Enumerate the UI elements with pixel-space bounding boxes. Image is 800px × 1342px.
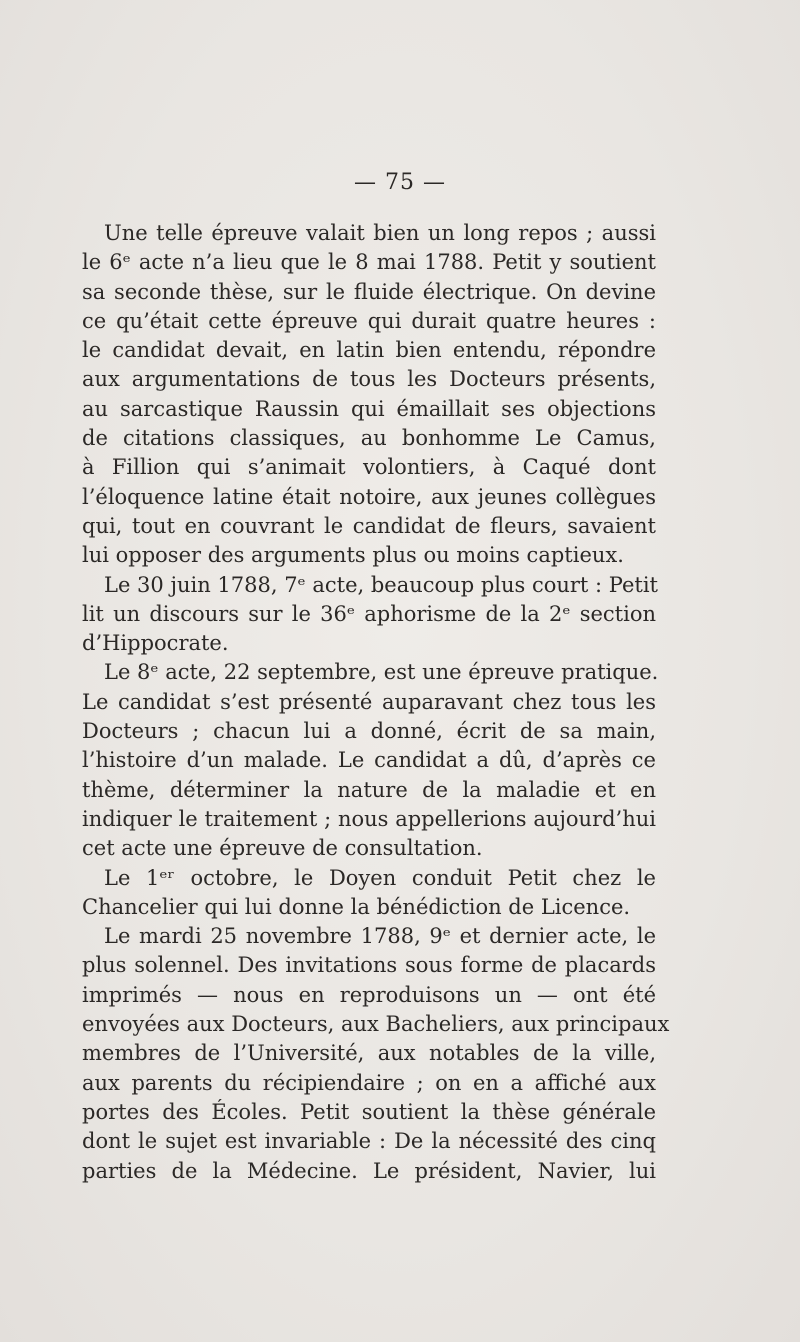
text-line: lui opposer des arguments plus ou moins captieux. [82, 543, 624, 568]
text-line: parties de la Médecine. Le président, Navier, lui [82, 1158, 656, 1183]
text-line: à Fillion qui s’animait volontiers, à Caqué dont [82, 455, 656, 480]
text-line: Le mardi 25 novembre 1788, 9ᵉ et dernier acte, le [104, 924, 656, 949]
text-line: sa seconde thèse, sur le fluide électrique. On devine [82, 279, 656, 304]
text-line: Chancelier qui lui donne la bénédiction de Licence. [82, 894, 631, 919]
text-line: plus solennel. Des invitations sous forme de placards [82, 953, 656, 978]
text-line: Le candidat s’est présenté auparavant chez tous les [82, 689, 656, 714]
text-line: Docteurs ; chacun lui a donné, écrit de sa main, [82, 719, 656, 744]
text-line: lit un discours sur le 36ᵉ aphorisme de la 2ᵉ section [82, 601, 656, 626]
text-line: le candidat devait, en latin bien entendu, répondre [82, 338, 656, 363]
text-line: portes des Écoles. Petit soutient la thèse générale [82, 1099, 656, 1124]
text-line: imprimés — nous en reproduisons un — ont été [82, 982, 656, 1007]
text-line: aux argumentations de tous les Docteurs présents, [82, 367, 656, 392]
text-line: d’Hippocrate. [82, 631, 229, 656]
body-text [82, 219, 670, 1186]
page-number: — 75 — [354, 170, 446, 195]
text-line: qui, tout en couvrant le candidat de fleurs, savaient [82, 513, 656, 538]
text-line: indiquer le traitement ; nous appellerions aujourd’hui [82, 806, 656, 831]
text-line: le 6ᵉ acte n’a lieu que le 8 mai 1788. Petit y soutient [82, 250, 656, 275]
text-line: l’histoire d’un malade. Le candidat a dû, d’après ce [82, 748, 656, 773]
text-line: au sarcastique Raussin qui émaillait ses objections [82, 396, 656, 421]
text-line: envoyées aux Docteurs, aux Bacheliers, aux principaux [82, 1012, 670, 1037]
text-line: membres de l’Université, aux notables de la ville, [82, 1041, 656, 1066]
text-line: Le 30 juin 1788, 7ᵉ acte, beaucoup plus court : Petit [104, 572, 658, 597]
text-line: dont le sujet est invariable : De la nécessité des cinq [82, 1129, 656, 1154]
text-line: l’éloquence latine était notoire, aux jeunes collègues [82, 484, 656, 509]
text-line: thème, déterminer la nature de la maladie et en [82, 777, 656, 802]
text-line: Une telle épreuve valait bien un long repos ; aussi [104, 221, 656, 245]
text-line: ce qu’était cette épreuve qui durait quatre heures : [82, 308, 656, 333]
text-line: de citations classiques, au bonhomme Le Camus, [82, 426, 656, 451]
text-line: Le 1ᵉʳ octobre, le Doyen conduit Petit chez le [104, 865, 656, 890]
text-line: cet acte une épreuve de consultation. [82, 836, 483, 861]
text-line: aux parents du récipiendaire ; on en a affiché aux [82, 1070, 656, 1095]
text-line: Le 8ᵉ acte, 22 septembre, est une épreuve pratique. [104, 660, 659, 685]
